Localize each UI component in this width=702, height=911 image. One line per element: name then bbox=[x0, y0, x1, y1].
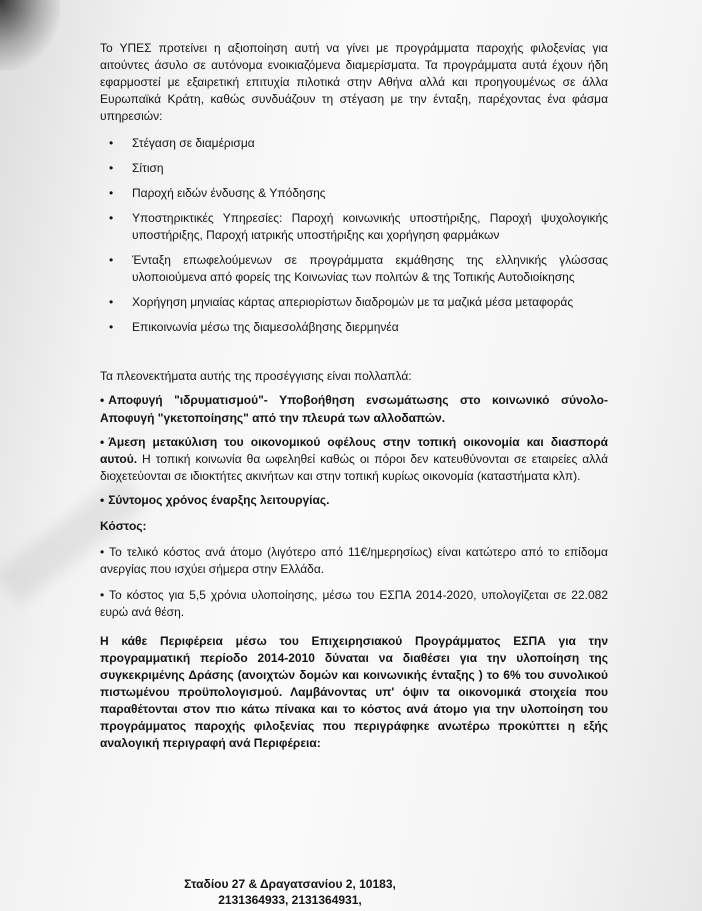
service-item bbox=[100, 185, 608, 202]
service-item bbox=[100, 319, 608, 336]
document-page bbox=[100, 40, 608, 752]
service-text: Ένταξη επωφελούμενων σε προγράμματα εκμάθησης της ελληνικής γλώσσας υλοποιούμενα από φορείς της Κοινωνίας των πολιτών & της Τοπικής Αυτοδιοίκησης bbox=[132, 253, 608, 285]
service-item bbox=[100, 135, 608, 152]
service-text: Παροχή ειδών ένδυσης & Υπόδησης bbox=[132, 186, 326, 201]
advantage-item bbox=[100, 434, 608, 485]
bullet-icon: • bbox=[100, 587, 105, 602]
footer bbox=[160, 876, 420, 908]
cost-heading: Κόστος: bbox=[100, 518, 147, 533]
service-text: Στέγαση σε διαμέρισμα bbox=[132, 136, 255, 151]
bullet-icon: • bbox=[109, 211, 114, 226]
bullet-icon: • bbox=[100, 393, 105, 408]
advantage-text: Αποφυγή "ιδρυματισμού"- Υποβοήθηση ενσωμάτωσης στο κοινωνικό σύνολο- Αποφυγή "γκετοποίησης" από την πλευρά των αλλοδαπών. bbox=[100, 393, 608, 425]
advantage-text: Σύντομος χρόνος έναρξης λειτουργίας. bbox=[108, 492, 330, 507]
scan-shadow bbox=[0, 0, 60, 70]
cost-text: Το κόστος για 5,5 χρόνια υλοποίησης, μέσω του ΕΣΠΑ 2014-2020, υπολογίζεται σε 22.082 ευρώ ανά θέση. bbox=[100, 587, 608, 619]
footer-address: Σταδίου 27 & Δραγατσανίου 2, 10183, bbox=[184, 877, 396, 891]
intro-paragraph: Το ΥΠΕΣ προτείνει η αξιοποίηση αυτή να γίνει με προγράμματα παροχής φιλοξενίας για αιτούντες άσυλο σε αυτόνομα ενοικιαζόμενα διαμερίσματα. Τα προγράμματα αυτά έχουν ήδη εφαρμοστεί με εξαιρετική επιτυχία πιλοτικά στην Αθήνα αλλά και προηγουμένως σε άλλα Ευρωπαϊκά Κράτη, καθώς συνδυάζουν τη στέγαση με την ένταξη, παρέχοντας ένα φάσμα υπηρεσιών: bbox=[100, 41, 608, 124]
bullet-icon: • bbox=[109, 320, 114, 335]
cost-item bbox=[100, 544, 608, 578]
advantage-item bbox=[100, 492, 608, 509]
cost-item bbox=[100, 587, 608, 621]
bullet-icon: • bbox=[100, 492, 105, 507]
service-item bbox=[100, 294, 608, 311]
region-paragraph: Η κάθε Περιφέρεια μέσω του Επιχειρησιακού Προγράμματος ΕΣΠΑ για την προγραμματική περίοδο 2014-2010 δύναται να διαθέσει για την υλοποίηση της συγκεκριμένης Δράσης (ανοιχτών δομών και κοινωνικής ένταξης ) το 6% του συνολικού πιστωμένου προϋπολογισμού. Λαμβάνοντας υπ' όψιν τα οικονομικά στοιχεία που παραθέτονται στον πιο κάτω πίνακα και το κόστος ανά άτομο για την υλοποίηση του προγράμματος παροχής φιλοξενίας που περιγράφηκε ανωτέρω προκύπτει η εξής αναλογική περιγραφή ανά Περιφέρεια: bbox=[100, 633, 608, 750]
advantage-text: Η τοπική κοινωνία θα ωφεληθεί καθώς οι πόροι δεν κατευθύνονται σε εταιρείες αλλά διοχετεύονται σε ιδιοκτήτες ακινήτων και στην τοπική κυρίως οικονομία (καταστήματα κλπ). bbox=[100, 451, 608, 483]
service-item bbox=[100, 210, 608, 244]
service-text: Επικοινωνία μέσω της διαμεσολάβησης διερμηνέα bbox=[132, 320, 399, 335]
bullet-icon: • bbox=[109, 253, 114, 268]
bullet-icon: • bbox=[109, 295, 114, 310]
advantage-item bbox=[100, 392, 608, 426]
bullet-icon: • bbox=[109, 186, 114, 201]
services-list bbox=[100, 135, 608, 336]
service-text: Χορήγηση μηνιαίας κάρτας απεριορίστων διαδρομών με τα μαζικά μέσα μεταφοράς bbox=[132, 295, 574, 310]
service-text: Σίτιση bbox=[132, 161, 164, 176]
bullet-icon: • bbox=[100, 544, 105, 559]
bullet-icon: • bbox=[109, 161, 114, 176]
service-text: Υποστηρικτικές Υπηρεσίες: Παροχή κοινωνικής υποστήριξης, Παροχή ψυχολογικής υποστήριξης, Παροχή ιατρικής υποστήριξης και χορήγηση φαρμάκων bbox=[132, 211, 608, 243]
service-item bbox=[100, 160, 608, 177]
footer-phones: 2131364933, 2131364931, bbox=[218, 893, 362, 908]
bullet-icon: • bbox=[100, 434, 105, 449]
advantage-bold-text: Άμεση μετακύλιση του οικονομικού οφέλους στην τοπική οικονομία και διασπορά αυτού. bbox=[100, 434, 608, 466]
bullet-icon: • bbox=[109, 136, 114, 151]
cost-text: Το τελικό κόστος ανά άτομο (λιγότερο από 11€/ημερησίως) είναι κατώτερο από το επίδομα ανεργίας που ισχύει σήμερα στην Ελλάδα. bbox=[100, 544, 608, 576]
service-item bbox=[100, 252, 608, 286]
advantages-intro: Τα πλεονεκτήματα αυτής της προσέγγισης είναι πολλαπλά: bbox=[100, 369, 412, 384]
